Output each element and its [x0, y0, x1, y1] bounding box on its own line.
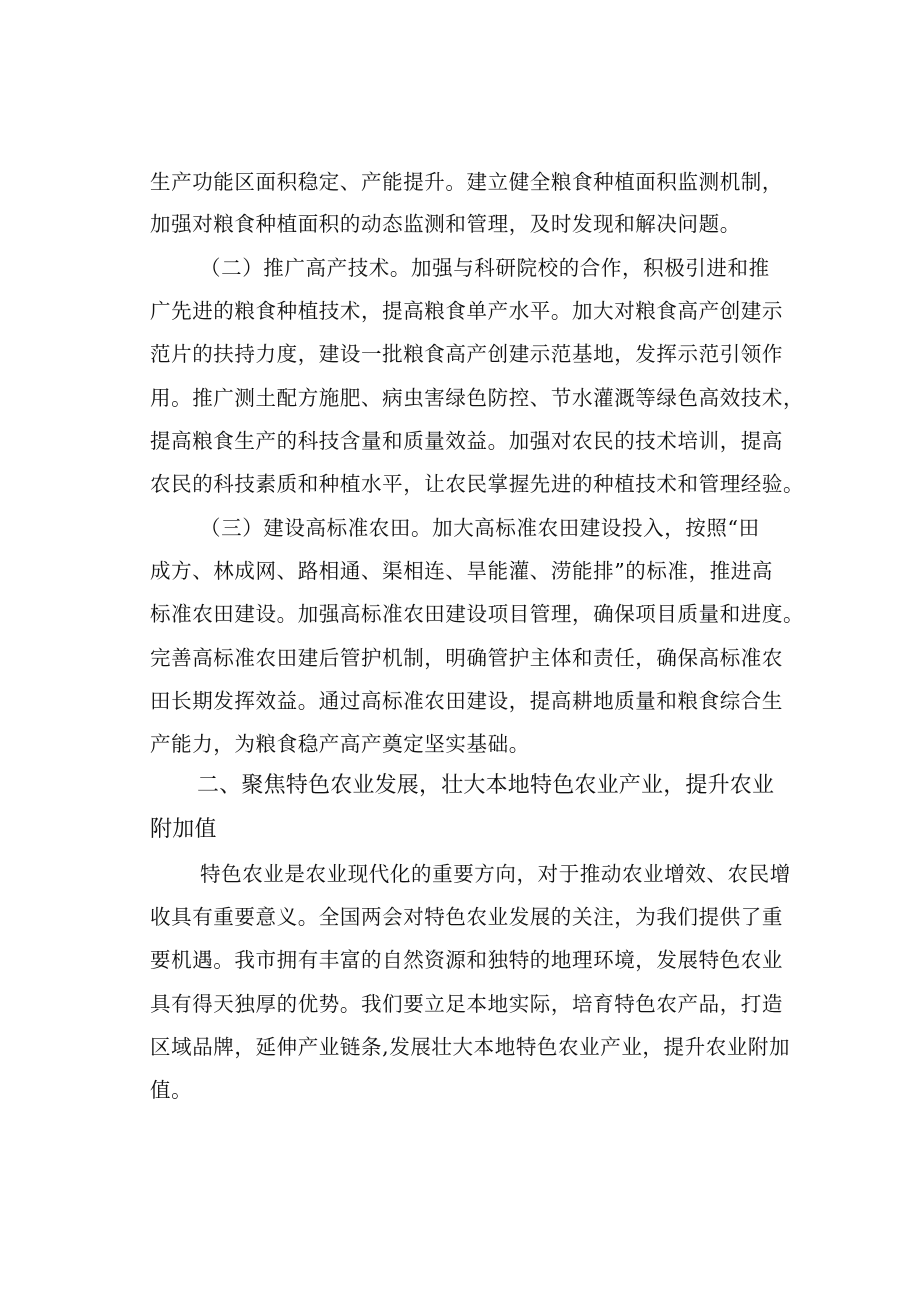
paragraph-line: 要机遇。我市拥有丰富的自然资源和独特的地理环境，发展特色农业	[150, 948, 783, 972]
paragraph-line: 用。推广测土配方施肥、病虫害绿色防控、节水灌溉等绿色高效技术，	[150, 386, 805, 410]
paragraph-line: 提高粮食生产的科技含量和质量效益。加强对农民的技术培训，提高	[150, 429, 783, 453]
section-heading-continued: 附加值	[150, 817, 217, 842]
paragraph-line: 完善高标准农田建后管护机制，明确管护主体和责任，确保高标准农	[150, 646, 783, 670]
paragraph-line: 产能力，为粮食稳产高产奠定坚实基础。	[150, 732, 530, 756]
paragraph-line: （三）建设高标准农田。加大高标准农田建设投入，按照“田	[200, 516, 760, 540]
paragraph-line: 特色农业是农业现代化的重要方向，对于推动农业增效、农民增	[200, 862, 791, 886]
paragraph-line: 值。	[150, 1078, 193, 1102]
paragraph-line: 成方、林成网、路相通、渠相连、旱能灌、涝能排”的标准，推进高	[150, 559, 773, 583]
paragraph-line: 农民的科技素质和种植水平，让农民掌握先进的种植技术和管理经验。	[150, 472, 805, 496]
paragraph-line: 范片的扶持力度，建设一批粮食高产创建示范基地，发挥示范引领作	[150, 342, 783, 366]
paragraph-line: 收具有重要意义。全国两会对特色农业发展的关注，为我们提供了重	[150, 905, 783, 929]
section-heading: 二、聚焦特色农业发展，壮大本地特色农业产业，提升农业	[197, 773, 775, 798]
paragraph-line: 田长期发挥效益。通过高标准农田建设，提高耕地质量和粮食综合生	[150, 689, 783, 713]
paragraph-line: （二）推广高产技术。加强与科研院校的合作，积极引进和推	[200, 256, 770, 280]
paragraph-line: 具有得天独厚的优势。我们要立足本地实际，培育特色农产品，打造	[150, 992, 783, 1016]
paragraph-line: 标准农田建设。加强高标准农田建设项目管理，确保项目质量和进度。	[150, 602, 805, 626]
paragraph-line: 加强对粮食种植面积的动态监测和管理，及时发现和解决问题。	[150, 212, 741, 236]
paragraph-line: 区域品牌，延伸产业链条,发展壮大本地特色农业产业，提升农业附加	[150, 1035, 791, 1059]
paragraph-line: 生产功能区面积稳定、产能提升。建立健全粮食种植面积监测机制，	[150, 170, 783, 194]
paragraph-line: 广先进的粮食种植技术，提高粮食单产水平。加大对粮食高产创建示	[150, 299, 783, 323]
